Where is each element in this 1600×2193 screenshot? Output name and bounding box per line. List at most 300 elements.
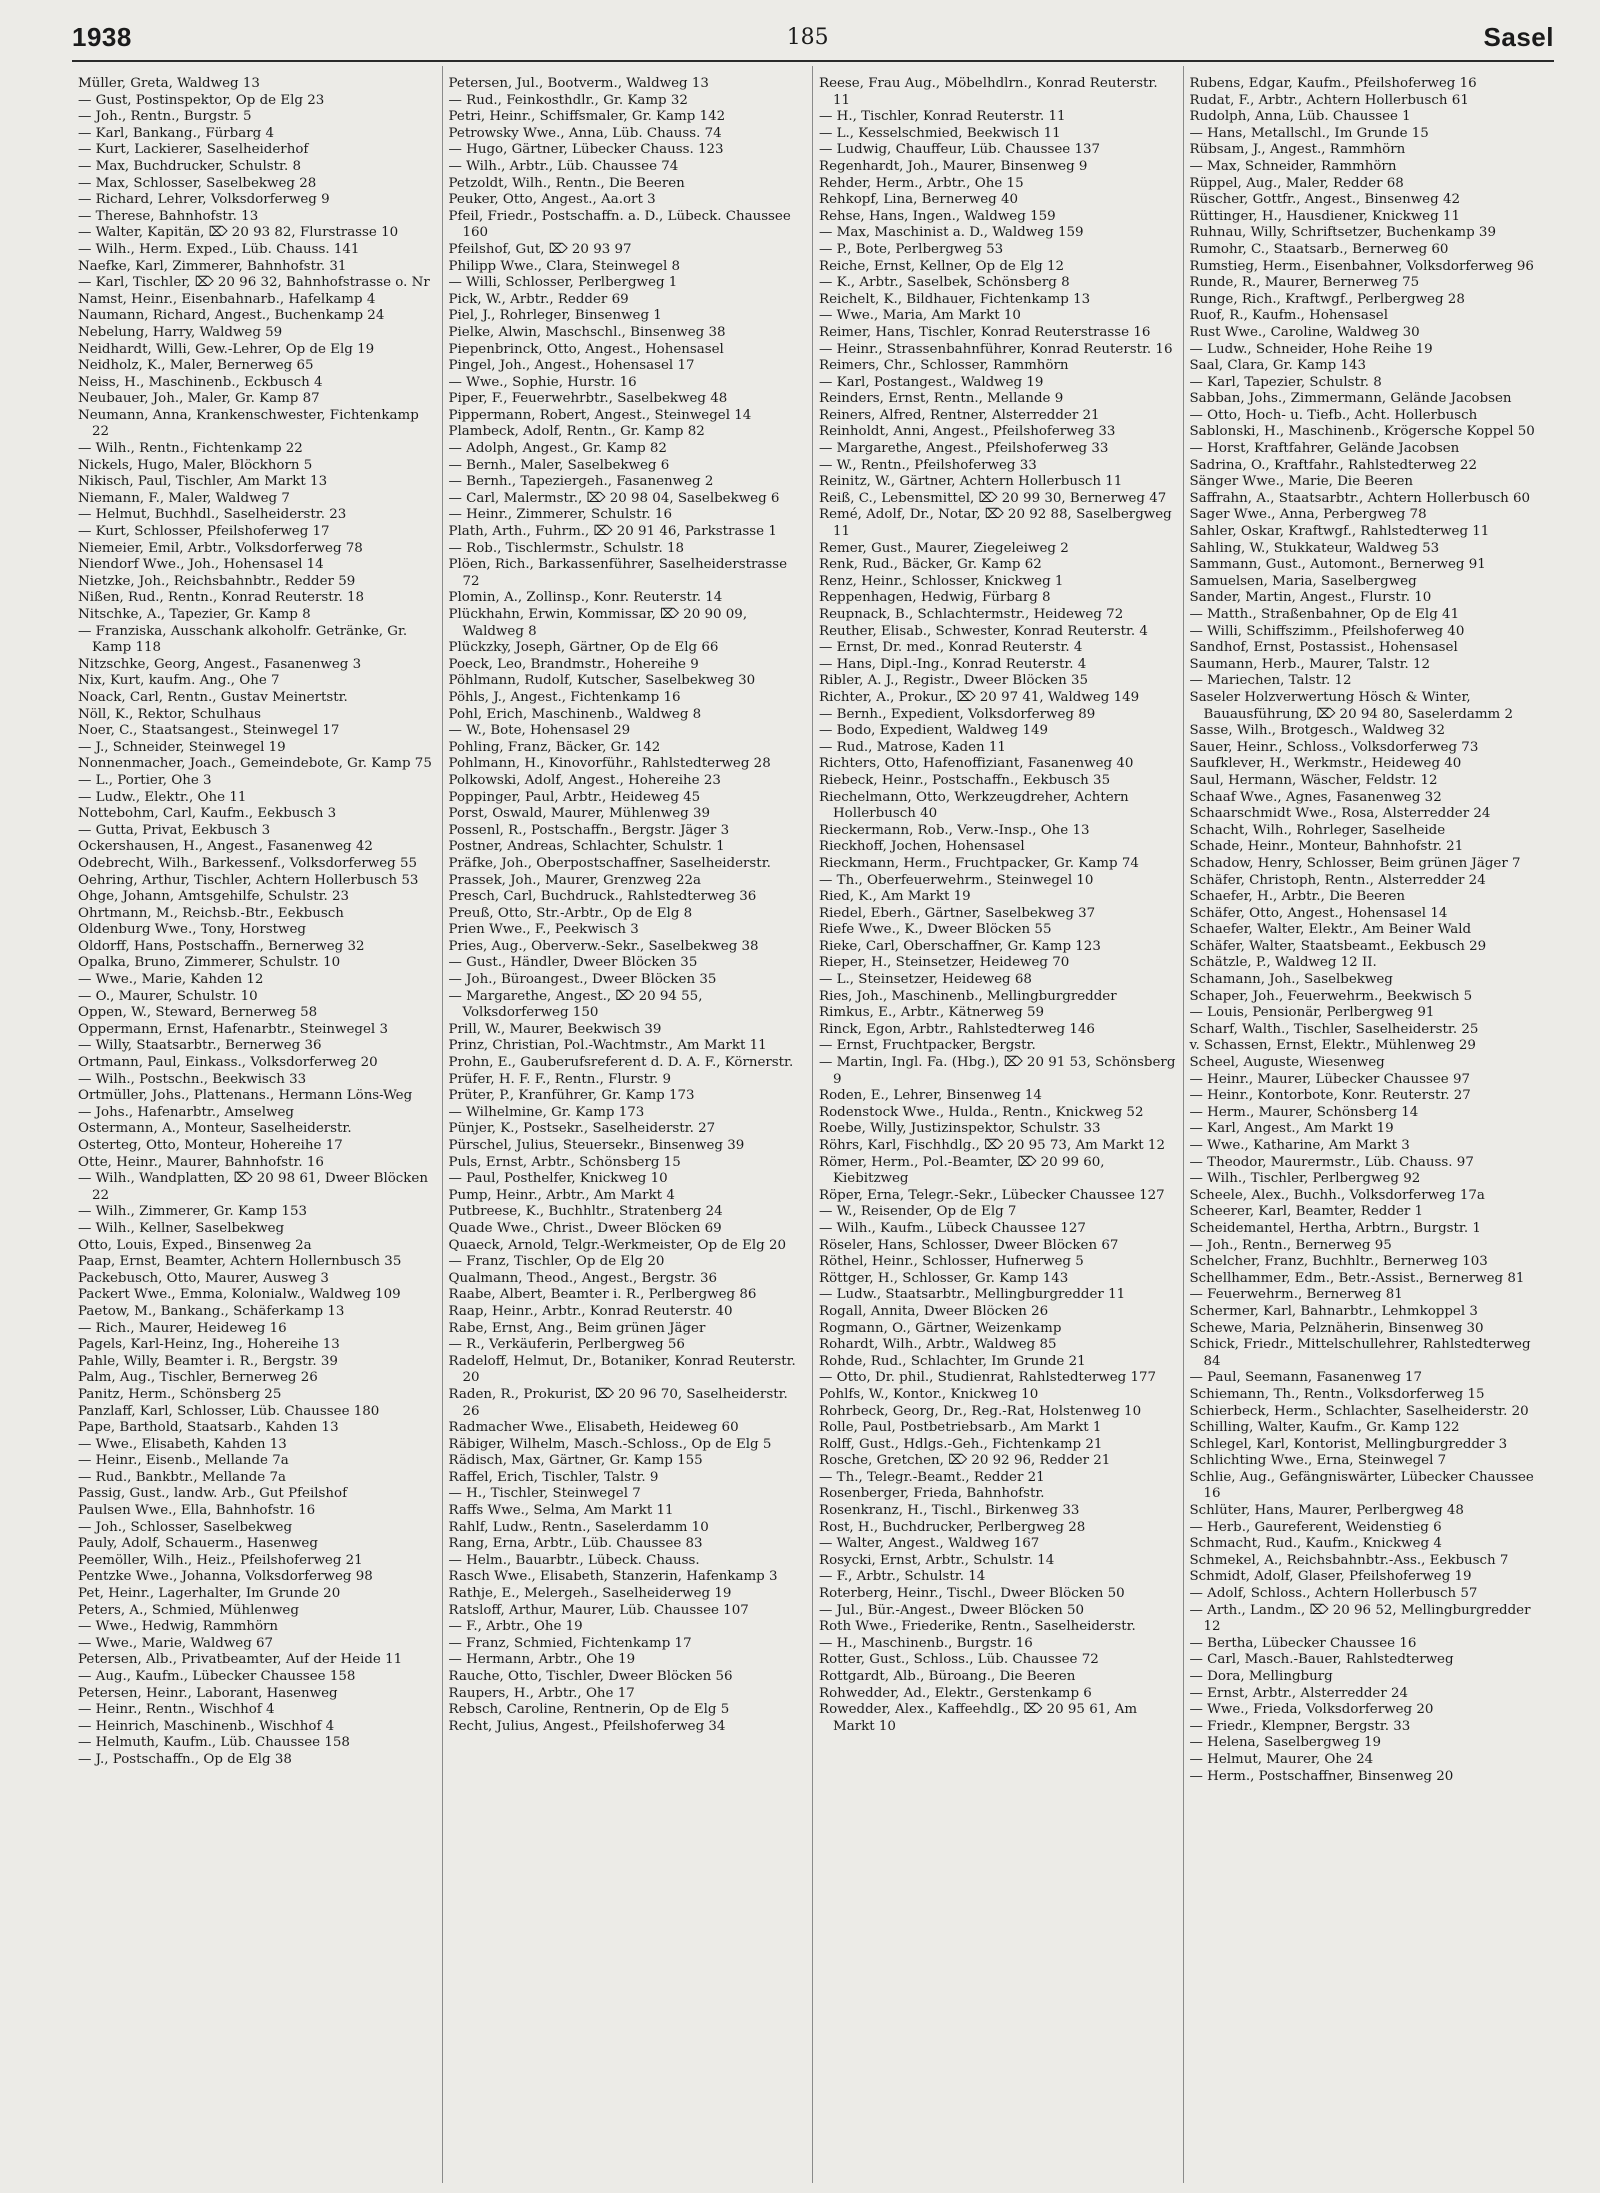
directory-entry: Samuelsen, Maria, Saselbergweg [1189,573,1417,589]
directory-entry: Petrowsky Wwe., Anna, Lüb. Chauss. 74 [448,125,722,141]
directory-entry: Pohlfs, W., Kontor., Knickweg 10 [819,1386,1039,1402]
directory-entry: Pentzke Wwe., Johanna, Volksdorferweg 98 [78,1569,373,1585]
directory-entry: v. Schassen, Ernst, Elektr., Mühlenweg 29 [1189,1038,1476,1054]
directory-entry: Rust Wwe., Caroline, Waldweg 30 [1189,324,1420,340]
directory-entry: Oppermann, Ernst, Hafenarbtr., Steinwegel 3 [78,1021,388,1037]
directory-entry: Rieckermann, Rob., Verw.-Insp., Ohe 13 [819,822,1090,838]
directory-entry: Schmekel, A., Reichsbahnbtr.-Ass., Eekbusch 7 [1189,1552,1509,1568]
directory-entry: Ostermann, A., Monteur, Saselheiderstr. [78,1121,352,1137]
directory-entry: — Bertha, Lübecker Chaussee 16 [1189,1635,1417,1651]
directory-entry: Rathje, E., Melergeh., Saselheiderweg 19 [448,1586,732,1602]
directory-entry: — Wwe., Maria, Am Markt 10 [819,308,1021,324]
directory-entry: Peters, A., Schmied, Mühlenweg [78,1602,299,1618]
directory-entry: — Louis, Pensionär, Perlbergweg 91 [1189,1005,1435,1021]
directory-entry: Pauly, Adolf, Schauerm., Hasenweg [78,1536,318,1552]
directory-entry: Rang, Erna, Arbtr., Lüb. Chaussee 83 [448,1536,703,1552]
directory-entry: — Otto, Hoch- u. Tiefb., Acht. Hollerbusch [1189,407,1478,423]
directory-entry: — H., Maschinenb., Burgstr. 16 [819,1635,1033,1651]
directory-entry: Schmidt, Adolf, Glaser, Pfeilshoferweg 19 [1189,1569,1472,1585]
directory-entry: Petersen, Heinr., Laborant, Hasenweg [78,1685,338,1701]
directory-entry: Raap, Heinr., Arbtr., Konrad Reuterstr. 40 [448,1303,733,1319]
directory-entry: Rehkopf, Lina, Bernerweg 40 [819,192,1019,208]
directory-entry: Reinitz, W., Gärtner, Achtern Hollerbusch 11 [819,474,1123,490]
directory-entry: — Matth., Straßenbahner, Op de Elg 41 [1189,607,1460,622]
directory-entry: Renz, Heinr., Schlosser, Knickweg 1 [819,573,1064,589]
directory-entry: Remer, Gust., Maurer, Ziegeleiweg 2 [819,540,1069,556]
directory-entry: Pries, Aug., Oberverw.-Sekr., Saselbekweg 38 [448,938,759,954]
directory-entry: — Margarethe, Angest., Pfeilshoferweg 33 [819,441,1109,457]
directory-entry: Ribler, A. J., Registr., Dweer Blöcken 35 [819,673,1089,689]
directory-entry: — Bernh., Expedient, Volksdorferweg 89 [819,706,1096,722]
directory-entry: — Heinr., Kontorbote, Konr. Reuterstr. 27 [1189,1088,1471,1104]
directory-entry: Rehder, Herm., Arbtr., Ohe 15 [819,175,1024,191]
directory-entry: — Kurt, Lackierer, Saselheiderhof [78,142,309,158]
directory-entry: — Joh., Rentn., Bernerweg 95 [1189,1237,1392,1253]
directory-entry: Postner, Andreas, Schlachter, Schulstr. 1 [448,839,725,855]
directory-entry: Rosche, Gretchen, ⌦ 20 92 96, Redder 21 [819,1453,1111,1469]
directory-entry: — Gust., Händler, Dweer Blöcken 35 [448,955,698,971]
directory-entry: — J., Postschaffn., Op de Elg 38 [78,1751,292,1767]
directory-entry: Pünjer, K., Postsekr., Saselheiderstr. 27 [448,1121,716,1137]
directory-entry: Rohde, Rud., Schlachter, Im Grunde 21 [819,1353,1086,1369]
directory-entry: Räbiger, Wilhelm, Masch.-Schloss., Op de Elg 5 [448,1436,772,1452]
directory-entry: Porst, Oswald, Maurer, Mühlenweg 39 [448,806,710,822]
directory-entry: — Johs., Hafenarbtr., Amselweg [78,1104,294,1120]
directory-entry: Sadrina, O., Kraftfahr., Rahlstedterweg 22 [1189,457,1477,473]
directory-entry: Otto, Louis, Exped., Binsenweg 2a [78,1237,312,1253]
directory-entry: — W., Bote, Hohensasel 29 [448,723,631,739]
directory-entry: — Ludwig, Chauffeur, Lüb. Chaussee 137 [819,142,1101,158]
directory-entry: Roebe, Willy, Justizinspektor, Schulstr. 33 [819,1121,1101,1137]
directory-entry: Quade Wwe., Christ., Dweer Blöcken 69 [448,1220,722,1236]
directory-entry: Rumohr, C., Staatsarb., Bernerweg 60 [1189,241,1449,257]
directory-entry: Reiners, Alfred, Rentner, Alsterredder 21 [819,407,1100,423]
directory-entry: Odebrecht, Wilh., Barkessenf., Volksdorferweg 55 [78,855,418,871]
directory-entry: Schätzle, P., Waldweg 12 II. [1189,955,1377,971]
directory-entry: Packert Wwe., Emma, Kolonialw., Waldweg 109 [78,1287,401,1303]
directory-entry: Petri, Heinr., Schiffsmaler, Gr. Kamp 142 [448,109,726,125]
directory-entry: Saumann, Herb., Maurer, Talstr. 12 [1189,656,1431,672]
directory-entry: Roth Wwe., Friederike, Rentn., Saselheiderstr. [819,1619,1136,1635]
directory-entry: Niemeier, Emil, Arbtr., Volksdorferweg 78 [78,540,363,556]
directory-entry: Rogall, Annita, Dweer Blöcken 26 [819,1303,1049,1319]
directory-entry: Ohrtmann, M., Reichsb.-Btr., Eekbusch [78,905,344,921]
directory-entry: Rolle, Paul, Postbetriebsarb., Am Markt 1 [819,1420,1102,1436]
directory-entry: — Horst, Kraftfahrer, Gelände Jacobsen [1189,441,1460,457]
directory-entry: Neidhardt, Willi, Gew.-Lehrer, Op de Elg 19 [78,341,375,357]
directory-entry: Schadow, Henry, Schlosser, Beim grünen Jäger 7 [1189,855,1521,871]
directory-columns [72,66,1554,2183]
directory-entry: Reichelt, K., Bildhauer, Fichtenkamp 13 [819,291,1091,307]
directory-entry: Rottgardt, Alb., Büroang., Die Beeren [819,1669,1076,1684]
directory-entry: Puls, Ernst, Arbtr., Schönsberg 15 [448,1154,681,1170]
directory-entry: Schlüter, Hans, Maurer, Perlbergweg 48 [1189,1503,1464,1519]
directory-column-1 [72,66,443,2183]
directory-entry: — Feuerwehrm., Bernerweg 81 [1189,1287,1403,1303]
header-rule [72,60,1554,62]
directory-entry: Rowedder, Alex., Kaffeehdlg., ⌦ 20 95 61, Am Markt 10 [819,1702,1138,1734]
directory-entry: Pfeilshof, Gut, ⌦ 20 93 97 [448,241,632,257]
directory-entry: Roterberg, Heinr., Tischl., Dweer Blöcken 50 [819,1586,1125,1602]
directory-entry: Scheele, Alex., Buchh., Volksdorferweg 17a [1189,1187,1485,1203]
directory-entry: Peuker, Otto, Angest., Aa.ort 3 [448,192,656,208]
directory-entry: Nietzke, Joh., Reichsbahnbtr., Redder 59 [78,573,356,589]
directory-entry: Rahlf, Ludw., Rentn., Saselerdamm 10 [448,1519,709,1535]
directory-entry: — Max, Buchdrucker, Schulstr. 8 [78,158,301,174]
directory-entry: Nißen, Rud., Rentn., Konrad Reuterstr. 18 [78,590,365,606]
directory-entry: Preuß, Otto, Str.-Arbtr., Op de Elg 8 [448,905,693,921]
directory-entry: Oldorff, Hans, Postschaffn., Bernerweg 32 [78,938,365,954]
directory-entry: — Wilh., Kaufm., Lübeck Chaussee 127 [819,1220,1086,1236]
directory-entry: — J., Schneider, Steinwegel 19 [78,739,286,755]
directory-entry: Plomin, A., Zollinsp., Konr. Reuterstr. 14 [448,590,723,606]
directory-entry: Runge, Rich., Kraftwgf., Perlbergweg 28 [1189,291,1465,307]
directory-entry: Rotter, Gust., Schloss., Lüb. Chaussee 72 [819,1652,1099,1668]
directory-entry: — Walter, Kapitän, ⌦ 20 93 82, Flurstrasse 10 [78,225,399,241]
directory-entry: — Karl, Tapezier, Schulstr. 8 [1189,374,1382,390]
directory-entry: Scheel, Auguste, Wiesenweg [1189,1055,1385,1071]
directory-entry: Schlichting Wwe., Erna, Steinwegel 7 [1189,1453,1447,1469]
directory-entry: Plückzky, Joseph, Gärtner, Op de Elg 66 [448,640,719,656]
directory-entry: — Franziska, Ausschank alkoholfr. Getränke, Gr. Kamp 118 [78,623,408,656]
directory-entry: — Friedr., Klempner, Bergstr. 33 [1189,1718,1411,1734]
directory-entry: — W., Reisender, Op de Elg 7 [819,1204,1017,1220]
directory-entry: Sander, Martin, Angest., Flurstr. 10 [1189,590,1432,606]
directory-entry: Quaeck, Arnold, Telgr.-Werkmeister, Op de Elg 20 [448,1237,787,1253]
directory-entry: Rabe, Ernst, Ang., Beim grünen Jäger [448,1320,706,1336]
directory-entry: Saffrahn, A., Staatsarbtr., Achtern Hollerbusch 60 [1189,490,1531,506]
directory-entry: Palm, Aug., Tischler, Bernerweg 26 [78,1370,318,1386]
directory-entry: — Max, Schlosser, Saselbekweg 28 [78,175,317,191]
directory-entry: — Jul., Bür.-Angest., Dweer Blöcken 50 [819,1602,1085,1618]
directory-entry: Prien Wwe., F., Peekwisch 3 [448,922,639,938]
directory-entry: Schaarschmidt Wwe., Rosa, Alsterredder 24 [1189,806,1491,822]
directory-entry: Piel, J., Rohrleger, Binsenweg 1 [448,308,662,324]
directory-entry: Rieke, Carl, Oberschaffner, Gr. Kamp 123 [819,938,1101,954]
directory-entry: Sasse, Wilh., Brotgesch., Waldweg 32 [1189,723,1445,739]
directory-entry: — Rich., Maurer, Heideweg 16 [78,1320,287,1336]
directory-entry: Rebsch, Caroline, Rentnerin, Op de Elg 5 [448,1702,730,1718]
directory-entry: Schäfer, Christoph, Rentn., Alsterredder 24 [1189,872,1486,888]
directory-entry: — Joh., Schlosser, Saselbekweg [78,1519,293,1535]
directory-entry: — Dora, Mellingburg [1189,1669,1333,1684]
directory-entry: Piper, F., Feuerwehrbtr., Saselbekweg 48 [448,391,728,407]
directory-entry: — Hans, Dipl.-Ing., Konrad Reuterstr. 4 [819,656,1087,672]
directory-entry: Schäfer, Walter, Staatsbeamt., Eekbusch 29 [1189,938,1487,954]
directory-entry: — Joh., Rentn., Burgstr. 5 [78,109,252,125]
directory-entry: — Ernst, Arbtr., Alsterredder 24 [1189,1685,1409,1701]
directory-entry: — Carl, Malermstr., ⌦ 20 98 04, Saselbekweg 6 [448,490,780,506]
directory-entry: — Bernh., Tapeziergeh., Fasanenweg 2 [448,474,714,490]
directory-entry: Paap, Ernst, Beamter, Achtern Hollernbusch 35 [78,1254,402,1270]
directory-entry: — Wwe., Frieda, Volksdorferweg 20 [1189,1702,1434,1718]
directory-entry: Schellhammer, Edm., Betr.-Assist., Bernerweg 81 [1189,1270,1525,1286]
directory-entry: Pohl, Erich, Maschinenb., Waldweg 8 [448,706,702,722]
directory-entry: Raffel, Erich, Tischler, Talstr. 9 [448,1469,659,1485]
directory-entry: — Ernst, Fruchtpacker, Bergstr. [819,1038,1036,1054]
directory-entry: Scharf, Walth., Tischler, Saselheiderstr. 25 [1189,1021,1479,1037]
directory-entry: — H., Tischler, Konrad Reuterstr. 11 [819,109,1066,125]
directory-entry: Nikisch, Paul, Tischler, Am Markt 13 [78,474,328,490]
directory-entry: — Wilhelmine, Gr. Kamp 173 [448,1104,645,1120]
directory-entry: — Franz, Schmied, Fichtenkamp 17 [448,1635,692,1651]
directory-entry: — Hugo, Gärtner, Lübecker Chauss. 123 [448,142,724,158]
directory-entry: — Wilh., Zimmerer, Gr. Kamp 153 [78,1204,308,1220]
directory-entry: Reuther, Elisab., Schwester, Konrad Reuterstr. 4 [819,623,1148,639]
directory-entry: Reese, Frau Aug., Möbelhdlrn., Konrad Reuterstr. 11 [819,76,1158,108]
directory-entry: Saufklever, H., Werkmstr., Heideweg 40 [1189,756,1462,772]
directory-entry: — Helena, Saselbergweg 19 [1189,1735,1382,1751]
directory-entry: — Helm., Bauarbtr., Lübeck. Chauss. [448,1552,700,1568]
directory-entry: — Wilh., Arbtr., Lüb. Chaussee 74 [448,158,679,174]
directory-entry: Rohwedder, Ad., Elektr., Gerstenkamp 6 [819,1685,1092,1701]
directory-column-4 [1184,66,1555,2183]
directory-entry: Schermer, Karl, Bahnarbtr., Lehmkoppel 3 [1189,1303,1478,1319]
directory-entry: — Heinr., Rentn., Wischhof 4 [78,1702,275,1718]
directory-entry: — Hans, Metallschl., Im Grunde 15 [1189,125,1429,141]
directory-entry: Schaaf Wwe., Agnes, Fasanenweg 32 [1189,789,1442,805]
directory-entry: Peemöller, Wilh., Heiz., Pfeilshoferweg 21 [78,1552,363,1568]
directory-entry: Nitschke, A., Tapezier, Gr. Kamp 8 [78,607,311,622]
directory-entry: Raden, R., Prokurist, ⌦ 20 96 70, Saselheiderstr. 26 [448,1386,788,1419]
directory-entry: — Karl, Bankang., Fürbarg 4 [78,125,274,141]
directory-entry: Oehring, Arthur, Tischler, Achtern Hollerbusch 53 [78,872,419,888]
directory-entry: Noer, C., Staatsangest., Steinwegel 17 [78,723,340,739]
directory-entry: Philipp Wwe., Clara, Steinwegel 8 [448,258,681,274]
directory-entry: Radmacher Wwe., Elisabeth, Heideweg 60 [448,1420,739,1436]
header-place: Sasel [1483,21,1554,52]
directory-entry: Niemann, F., Maler, Waldweg 7 [78,490,290,506]
directory-entry: Ratsloff, Arthur, Maurer, Lüb. Chaussee 107 [448,1602,749,1618]
directory-entry: — Rob., Tischlermstr., Schulstr. 18 [448,540,685,556]
directory-entry: Putbreese, K., Buchhltr., Stratenberg 24 [448,1204,723,1220]
directory-entry: Schaefer, Walter, Elektr., Am Beiner Wald [1189,922,1472,938]
directory-entry: — Rud., Matrose, Kaden 11 [819,739,1006,755]
directory-entry: Sager Wwe., Anna, Perbergweg 78 [1189,507,1427,523]
directory-entry: Rosycki, Ernst, Arbtr., Schulstr. 14 [819,1552,1055,1568]
directory-entry: Pürschel, Julius, Steuersekr., Binsenweg 39 [448,1138,745,1153]
directory-entry: — Helmut, Maurer, Ohe 24 [1189,1751,1374,1767]
directory-entry: Riechelmann, Otto, Werkzeugdreher, Achtern Hollerbusch 40 [819,789,1129,822]
directory-entry: — Wilh., Herm. Exped., Lüb. Chauss. 141 [78,241,360,257]
directory-entry: Qualmann, Theod., Angest., Bergstr. 36 [448,1270,717,1286]
directory-entry: Rohardt, Wilh., Arbtr., Waldweg 85 [819,1337,1057,1353]
directory-entry: Nitzschke, Georg, Angest., Fasanenweg 3 [78,656,362,672]
directory-entry: Pöhls, J., Angest., Fichtenkamp 16 [448,689,681,705]
directory-entry: — Theodor, Maurermstr., Lüb. Chauss. 97 [1189,1154,1474,1170]
directory-entry: Schick, Friedr., Mittelschullehrer, Rahlstedterweg 84 [1189,1337,1531,1369]
directory-entry: — L., Steinsetzer, Heideweg 68 [819,972,1032,988]
directory-entry: Neumann, Anna, Krankenschwester, Fichtenkamp 22 [78,407,419,440]
directory-entry: Schade, Heinr., Monteur, Bahnhofstr. 21 [1189,839,1464,855]
directory-entry: — Th., Oberfeuerwehrm., Steinwegel 10 [819,872,1094,888]
directory-entry: — Herm., Maurer, Schönsberg 14 [1189,1104,1419,1120]
directory-entry: Rauche, Otto, Tischler, Dweer Blöcken 56 [448,1669,733,1684]
directory-entry: Rohrbeck, Georg, Dr., Reg.-Rat, Holstenweg 10 [819,1403,1142,1419]
directory-entry: Reimer, Hans, Tischler, Konrad Reuterstrasse 16 [819,324,1151,340]
directory-entry: Roden, E., Lehrer, Binsenweg 14 [819,1088,1042,1104]
directory-entry: — Wilh., Rentn., Fichtenkamp 22 [78,441,303,457]
directory-entry: — Ludw., Schneider, Hohe Reihe 19 [1189,341,1433,357]
directory-entry: Rodenstock Wwe., Hulda., Rentn., Knickweg 52 [819,1104,1144,1120]
directory-entry: Paulsen Wwe., Ella, Bahnhofstr. 16 [78,1503,316,1519]
directory-entry: — Rud., Feinkosthdlr., Gr. Kamp 32 [448,92,688,108]
directory-entry: — Rud., Bankbtr., Mellande 7a [78,1469,286,1485]
directory-entry: Rüttinger, H., Hausdiener, Knickweg 11 [1189,208,1460,224]
directory-entry: — Adolf, Schloss., Achtern Hollerbusch 57 [1189,1586,1478,1602]
directory-entry: Rosenkranz, H., Tischl., Birkenweg 33 [819,1503,1080,1519]
directory-entry: Rieper, H., Steinsetzer, Heideweg 70 [819,955,1070,971]
directory-entry: Rädisch, Max, Gärtner, Gr. Kamp 155 [448,1453,703,1469]
directory-entry: Röper, Erna, Telegr.-Sekr., Lübecker Chaussee 127 [819,1187,1165,1203]
directory-entry: — Karl, Angest., Am Markt 19 [1189,1121,1394,1137]
directory-entry: — Wilh., Kellner, Saselbekweg [78,1220,285,1236]
directory-entry: Schacht, Wilh., Rohrleger, Saselheide [1189,822,1446,838]
directory-entry: Naumann, Richard, Angest., Buchenkamp 24 [78,308,385,324]
directory-entry: Namst, Heinr., Eisenbahnarb., Hafelkamp 4 [78,291,376,307]
directory-entry: Schaper, Joh., Feuerwehrm., Beekwisch 5 [1189,988,1473,1004]
directory-entry: — Heinr., Strassenbahnführer, Konrad Reuterstr. 16 [819,341,1173,357]
directory-entry: Rubens, Edgar, Kaufm., Pfeilshoferweg 16 [1189,76,1477,91]
directory-entry: — Heinr., Maurer, Lübecker Chaussee 97 [1189,1071,1471,1087]
directory-entry: — Helmut, Buchhdl., Saselheiderstr. 23 [78,507,347,523]
directory-entry: Radeloff, Helmut, Dr., Botaniker, Konrad Reuterstr. 20 [448,1353,796,1386]
directory-entry: — K., Arbtr., Saselbek, Schönsberg 8 [819,275,1070,291]
directory-entry: Ruhnau, Willy, Schriftsetzer, Buchenkamp 39 [1189,225,1496,241]
directory-entry: Rübsam, J., Angest., Rammhörn [1189,142,1406,158]
directory-entry: Plückhahn, Erwin, Kommissar, ⌦ 20 90 09, Waldweg 8 [448,607,748,639]
directory-entry: Passig, Gust., landw. Arb., Gut Pfeilshof [78,1486,348,1502]
directory-entry: Sandhof, Ernst, Postassist., Hohensasel [1189,640,1458,656]
directory-entry: — Paul, Posthelfer, Knickweg 10 [448,1171,668,1187]
directory-entry: Reppenhagen, Hedwig, Fürbarg 8 [819,590,1051,606]
directory-entry: Saal, Clara, Gr. Kamp 143 [1189,358,1367,374]
directory-entry: — Walter, Angest., Waldweg 167 [819,1536,1040,1552]
directory-entry: Remé, Adolf, Dr., Notar, ⌦ 20 92 88, Saselbergweg 11 [819,507,1172,540]
directory-entry: — Ernst, Dr. med., Konrad Reuterstr. 4 [819,640,1083,656]
directory-entry: Opalka, Bruno, Zimmerer, Schulstr. 10 [78,955,341,971]
directory-entry: Renk, Rud., Bäcker, Gr. Kamp 62 [819,557,1042,573]
directory-entry: Sabban, Johs., Zimmermann, Gelände Jacobsen [1189,391,1512,407]
directory-entry: Röhrs, Karl, Fischhdlg., ⌦ 20 95 73, Am Markt 12 [819,1138,1165,1153]
directory-entry: — Carl, Masch.-Bauer, Rahlstedterweg [1189,1652,1454,1668]
directory-entry: — Therese, Bahnhofstr. 13 [78,208,259,224]
header-page-number: 185 [786,24,829,50]
directory-entry: Raupers, H., Arbtr., Ohe 17 [448,1685,635,1701]
directory-entry: — Richard, Lehrer, Volksdorferweg 9 [78,192,330,208]
directory-entry: — Aug., Kaufm., Lübecker Chaussee 158 [78,1669,356,1684]
directory-entry: — Herb., Gaureferent, Weidenstieg 6 [1189,1519,1442,1535]
directory-entry: Präfke, Joh., Oberpostschaffner, Saselheiderstr. [448,855,771,871]
directory-entry: Schmacht, Rud., Kaufm., Knickweg 4 [1189,1536,1442,1552]
directory-entry: Nix, Kurt, kaufm. Ang., Ohe 7 [78,673,280,689]
directory-entry: Paetow, M., Bankang., Schäferkamp 13 [78,1303,345,1319]
directory-entry: Römer, Herm., Pol.-Beamter, ⌦ 20 99 60, Kiebitzweg [819,1154,1105,1187]
directory-entry: Sänger Wwe., Marie, Die Beeren [1189,474,1414,490]
header-year: 1938 [72,21,132,52]
directory-entry: Ries, Joh., Maschinenb., Mellingburgredder [819,988,1117,1004]
directory-entry: Rudat, F., Arbtr., Achtern Hollerbusch 61 [1189,92,1469,108]
directory-entry: Ortmüller, Johs., Plattenans., Hermann Löns-Weg [78,1088,413,1104]
directory-entry: Riebeck, Heinr., Postschaffn., Eekbusch 35 [819,772,1111,788]
directory-entry: — Herm., Postschaffner, Binsenweg 20 [1189,1768,1454,1784]
directory-entry: — Gust, Postinspektor, Op de Elg 23 [78,92,325,108]
directory-entry: — Wilh., Tischler, Perlbergweg 92 [1189,1171,1421,1187]
directory-entry: Schlie, Aug., Gefängniswärter, Lübecker Chaussee 16 [1189,1469,1534,1502]
directory-entry: — Bernh., Maler, Saselbekweg 6 [448,457,670,473]
directory-entry: Rogmann, O., Gärtner, Weizenkamp [819,1320,1062,1336]
directory-entry: Ortmann, Paul, Einkass., Volksdorferweg 20 [78,1055,378,1071]
directory-entry: — Ludw., Staatsarbtr., Mellingburgredder 11 [819,1287,1126,1303]
directory-entry: Neidholz, K., Maler, Bernerweg 65 [78,358,314,374]
directory-entry: — Karl, Postangest., Waldweg 19 [819,374,1044,390]
directory-entry: — Wwe., Hedwig, Rammhörn [78,1619,279,1635]
directory-entry: Rudolph, Anna, Lüb. Chaussee 1 [1189,109,1411,125]
directory-entry: Noack, Carl, Rentn., Gustav Meinertstr. [78,689,348,705]
directory-entry: Rüppel, Aug., Maler, Redder 68 [1189,175,1404,191]
directory-entry: Recht, Julius, Angest., Pfeilshoferweg 34 [448,1718,726,1734]
directory-entry: Rieckhoff, Jochen, Hohensasel [819,839,1025,855]
directory-entry: — R., Verkäuferin, Perlbergweg 56 [448,1337,685,1353]
directory-entry: Richter, A., Prokur., ⌦ 20 97 41, Waldweg 149 [819,689,1140,705]
directory-entry: — Heinr., Zimmerer, Schulstr. 16 [448,507,672,523]
directory-entry: Schaefer, H., Arbtr., Die Beeren [1189,889,1406,905]
directory-entry: Pahle, Willy, Beamter i. R., Bergstr. 39 [78,1353,338,1369]
directory-entry: Petzoldt, Wilh., Rentn., Die Beeren [448,175,685,191]
directory-entry: Prüfer, H. F. F., Rentn., Flurstr. 9 [448,1071,671,1087]
directory-entry: Pape, Barthold, Staatsarb., Kahden 13 [78,1420,339,1436]
directory-entry: Pick, W., Arbtr., Redder 69 [448,291,629,307]
directory-entry: — O., Maurer, Schulstr. 10 [78,988,258,1004]
directory-entry: Sablonski, H., Maschinenb., Krögersche Koppel 50 [1189,424,1535,440]
directory-entry: Poppinger, Paul, Arbtr., Heideweg 45 [448,789,701,805]
directory-entry: Pagels, Karl-Heinz, Ing., Hohereihe 13 [78,1337,340,1353]
directory-entry: — Willi, Schiffszimm., Pfeilshoferweg 40 [1189,623,1465,639]
directory-entry: Ruof, R., Kaufm., Hohensasel [1189,308,1388,324]
directory-entry: — Margarethe, Angest., ⌦ 20 94 55, Volksdorferweg 150 [448,988,703,1021]
directory-entry: Nöll, K., Rektor, Schulhaus [78,706,261,722]
directory-entry: Müller, Greta, Waldweg 13 [78,76,260,91]
directory-entry: Plath, Arth., Fuhrm., ⌦ 20 91 46, Parkstrasse 1 [448,524,777,540]
directory-entry: — Wilh., Postschn., Beekwisch 33 [78,1071,307,1087]
directory-entry: Pump, Heinr., Arbtr., Am Markt 4 [448,1187,675,1203]
directory-entry: Regenhardt, Joh., Maurer, Binsenweg 9 [819,158,1088,174]
directory-entry: Schiemann, Th., Rentn., Volksdorferweg 15 [1189,1386,1485,1402]
directory-entry: Pohlmann, H., Kinovorführ., Rahlstedterweg 28 [448,756,771,772]
directory-entry: Panzlaff, Karl, Schlosser, Lüb. Chaussee 180 [78,1403,380,1419]
directory-entry: Prill, W., Maurer, Beekwisch 39 [448,1021,662,1037]
directory-entry: Pingel, Joh., Angest., Hohensasel 17 [448,358,695,374]
directory-entry: Schelcher, Franz, Buchhltr., Bernerweg 103 [1189,1254,1488,1270]
directory-entry: Scheerer, Karl, Beamter, Redder 1 [1189,1204,1424,1220]
directory-entry: Niendorf Wwe., Joh., Hohensasel 14 [78,557,324,573]
directory-entry: Rüscher, Gottfr., Angest., Binsenweg 42 [1189,192,1460,208]
directory-entry: — Bodo, Expedient, Waldweg 149 [819,723,1049,739]
directory-entry: Packebusch, Otto, Maurer, Ausweg 3 [78,1270,329,1286]
directory-entry: — L., Portier, Ohe 3 [78,772,212,788]
directory-entry: Rolff, Gust., Hdlgs.-Geh., Fichtenkamp 21 [819,1436,1103,1452]
directory-entry: Riedel, Eberh., Gärtner, Saselbekweg 37 [819,905,1096,921]
directory-entry: — Paul, Seemann, Fasanenweg 17 [1189,1370,1423,1386]
directory-entry: Rasch Wwe., Elisabeth, Stanzerin, Hafenkamp 3 [448,1569,778,1585]
directory-entry: Raffs Wwe., Selma, Am Markt 11 [448,1503,674,1519]
directory-entry: Otte, Heinr., Maurer, Bahnhofstr. 16 [78,1154,324,1170]
directory-entry: Röttger, H., Schlosser, Gr. Kamp 143 [819,1270,1069,1286]
directory-entry: Pohling, Franz, Bäcker, Gr. 142 [448,739,661,755]
directory-entry: Sauer, Heinr., Schloss., Volksdorferweg 73 [1189,739,1479,755]
directory-entry: Prinz, Christian, Pol.-Wachtmstr., Am Markt 11 [448,1038,767,1054]
directory-entry: — Willy, Staatsarbtr., Bernerweg 36 [78,1038,322,1054]
